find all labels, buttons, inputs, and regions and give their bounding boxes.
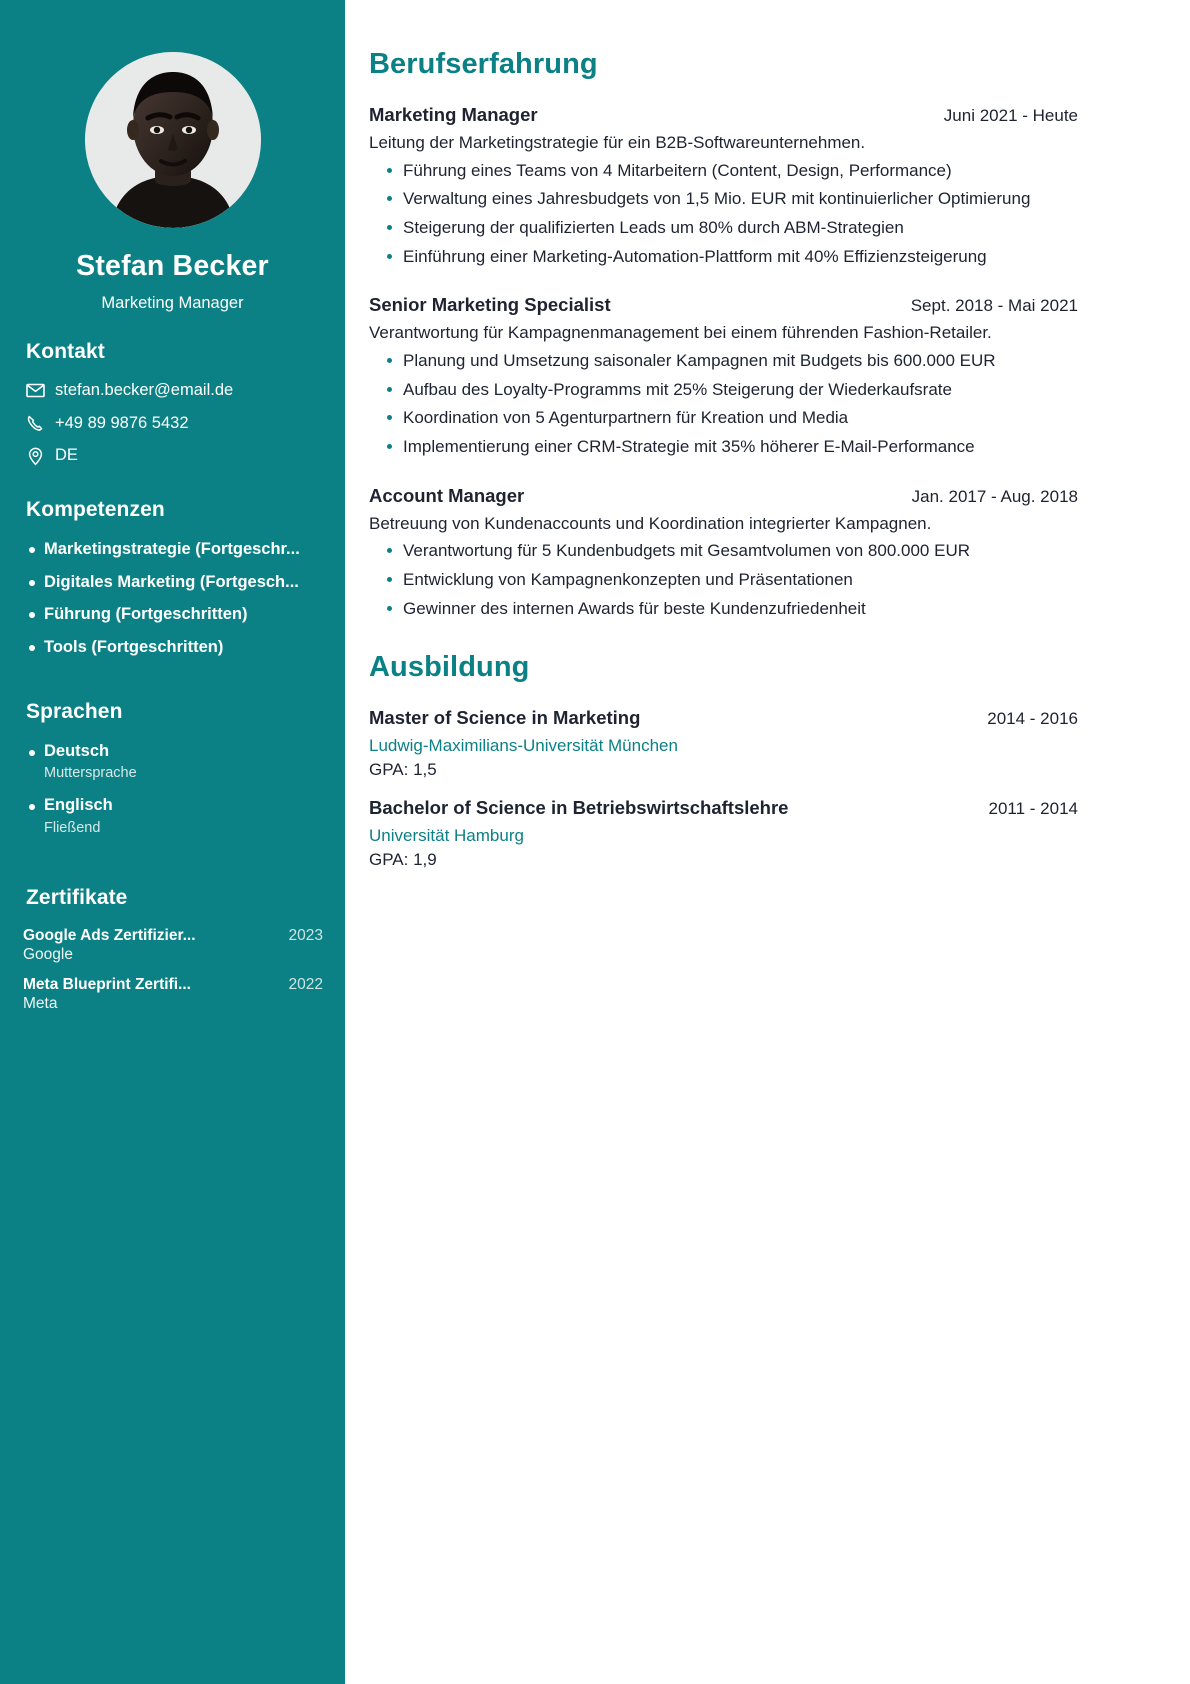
skill-item: Digitales Marketing (Fortgesch...	[22, 572, 323, 593]
education-gpa: GPA: 1,9	[369, 849, 437, 869]
experience-entry	[369, 293, 1078, 459]
education-entry	[369, 796, 1078, 872]
experience-entry-header	[369, 103, 1078, 126]
certificate-name: Meta Blueprint Zertifi...	[23, 975, 191, 993]
certificate-year: 2023	[288, 926, 323, 944]
skills-list	[22, 539, 323, 658]
experience-description: Verantwortung für Kampagnenmanagement bei einem führenden Fashion-Retailer.	[369, 323, 992, 343]
experience-task-list	[369, 349, 1078, 460]
experience-task: Verwaltung eines Jahresbudgets von 1,5 Mio. EUR mit kontinuierlicher Optimierung	[385, 187, 1078, 212]
language-name: Englisch	[22, 795, 323, 816]
skills-section-heading: Kompetenzen	[26, 498, 165, 522]
languages-section-heading: Sprachen	[26, 699, 123, 723]
candidate-job-title: Marketing Manager	[101, 293, 244, 312]
experience-task: Einführung einer Marketing-Automation-Plattform mit 40% Effizienzsteigerung	[385, 245, 1078, 270]
experience-job-title: Marketing Manager	[369, 104, 538, 125]
certificate-header	[23, 927, 323, 945]
experience-task: Entwicklung von Kampagnenkonzepten und Präsentationen	[385, 568, 1078, 593]
experience-entry	[369, 484, 1078, 622]
avatar-wrapper	[22, 52, 323, 228]
experience-job-title: Senior Marketing Specialist	[369, 294, 611, 316]
phone-icon	[26, 414, 45, 433]
experience-task: Implementierung einer CRM-Strategie mit 35% höherer E-Mail-Performance	[385, 435, 1078, 460]
experience-date-range: Sept. 2018 - Mai 2021	[910, 296, 1078, 316]
experience-task: Steigerung der qualifizierten Leads um 80% durch ABM-Strategien	[385, 216, 1078, 241]
experience-entry-header	[369, 293, 1078, 316]
certificate-item	[22, 976, 323, 1013]
education-gpa: GPA: 1,5	[369, 760, 437, 780]
education-entry-header	[369, 706, 1078, 729]
experience-job-title: Account Manager	[369, 484, 525, 506]
contact-email[interactable]	[22, 381, 323, 401]
candidate-name: Stefan Becker	[76, 250, 269, 282]
education-degree: Master of Science in Marketing	[369, 707, 641, 729]
education-date-range: 2011 - 2014	[988, 799, 1078, 819]
education-entry	[369, 706, 1078, 782]
experience-entry-header	[369, 484, 1078, 507]
location-pin-icon	[26, 447, 45, 466]
contact-location-value: DE	[55, 446, 78, 465]
experience-entry	[369, 103, 1078, 269]
experience-date-range: Juni 2021 - Heute	[943, 106, 1078, 125]
education-degree: Bachelor of Science in Betriebswirtschaftslehre	[369, 797, 789, 819]
skill-item: Tools (Fortgeschritten)	[22, 637, 323, 658]
language-level: Muttersprache	[44, 765, 137, 782]
experience-task: Verantwortung für 5 Kundenbudgets mit Gesamtvolumen von 800.000 EUR	[385, 539, 1078, 564]
contact-phone-value: +49 89 9876 5432	[55, 413, 189, 432]
certificate-issuer: Google	[23, 945, 73, 963]
certificate-name: Google Ads Zertifizier...	[23, 926, 196, 944]
experience-task-list	[369, 159, 1078, 270]
main-content	[345, 0, 1190, 1684]
experience-date-range: Jan. 2017 - Aug. 2018	[911, 486, 1078, 506]
experience-task: Koordination von 5 Agenturpartnern für Kreation und Media	[385, 406, 1078, 431]
contact-section-heading: Kontakt	[26, 339, 105, 363]
education-institution: Universität Hamburg	[369, 826, 524, 846]
skill-item: Führung (Fortgeschritten)	[22, 604, 323, 625]
contact-phone[interactable]	[22, 414, 323, 434]
certificates-section-heading: Zertifikate	[26, 885, 128, 909]
certificate-year: 2022	[288, 975, 323, 993]
avatar	[85, 52, 261, 228]
experience-task: Planung und Umsetzung saisonaler Kampagnen mit Budgets bis 600.000 EUR	[385, 349, 1078, 374]
education-entry-header	[369, 796, 1078, 819]
language-item	[22, 795, 323, 835]
languages-list	[22, 741, 323, 836]
skill-item: Marketingstrategie (Fortgeschr...	[22, 539, 323, 560]
certificate-issuer: Meta	[23, 994, 58, 1012]
experience-task: Aufbau des Loyalty-Programms mit 25% Steigerung der Wiederkaufsrate	[385, 378, 1078, 403]
language-name: Deutsch	[22, 741, 323, 762]
education-section-heading: Ausbildung	[369, 651, 530, 684]
sidebar	[0, 0, 345, 1684]
experience-task: Gewinner des internen Awards für beste Kundenzufriedenheit	[385, 597, 1078, 622]
language-item	[22, 741, 323, 781]
experience-description: Betreuung von Kundenaccounts und Koordination integrierter Kampagnen.	[369, 513, 932, 533]
contact-email-value: stefan.becker@email.de	[55, 380, 234, 399]
certificates-list	[22, 927, 323, 1013]
certificate-item	[22, 927, 323, 964]
certificate-header	[23, 976, 323, 994]
education-institution: Ludwig-Maximilians-Universität München	[369, 736, 678, 756]
spacer	[22, 850, 323, 886]
education-date-range: 2014 - 2016	[987, 709, 1078, 729]
envelope-icon	[26, 381, 45, 400]
language-level: Fließend	[44, 819, 101, 836]
contact-location	[22, 446, 323, 466]
spacer	[22, 670, 323, 700]
contact-list	[22, 381, 323, 466]
experience-description: Leitung der Marketingstrategie für ein B2B-Softwareunternehmen.	[369, 133, 866, 153]
experience-task-list	[369, 539, 1078, 621]
experience-task: Führung eines Teams von 4 Mitarbeitern (Content, Design, Performance)	[385, 159, 1078, 184]
experience-section-heading: Berufserfahrung	[369, 48, 598, 80]
portrait-photo-icon	[85, 52, 261, 228]
